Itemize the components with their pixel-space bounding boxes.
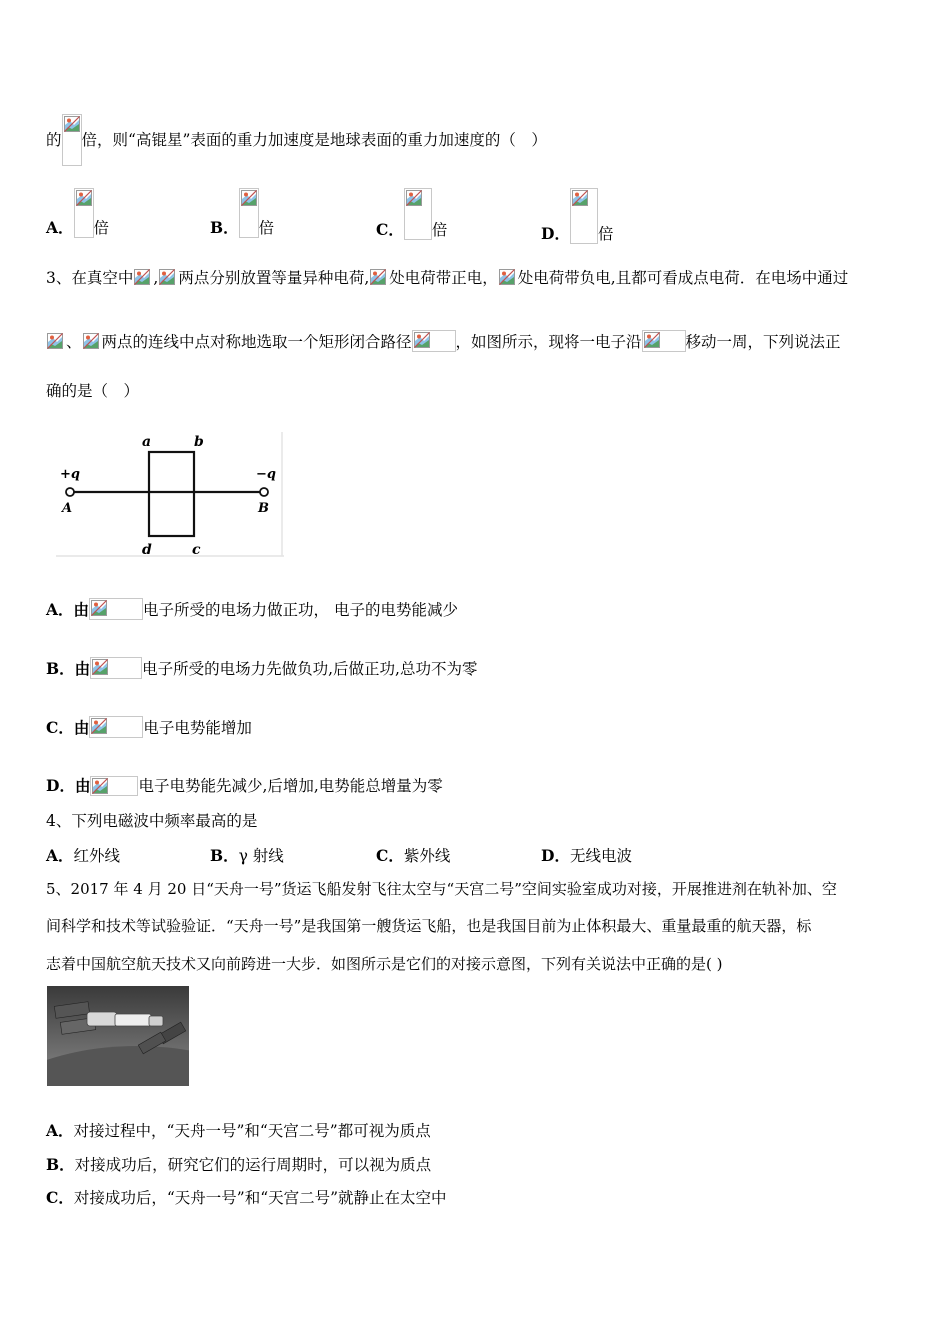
q3-option-d[interactable]: [46, 776, 443, 796]
option-label: B．: [210, 218, 239, 237]
option-text: 红外线: [73, 847, 121, 865]
q3-text: 、: [66, 333, 82, 351]
option-label: A．: [46, 1121, 74, 1140]
option-label: A．: [46, 218, 74, 237]
option-label: D．: [541, 224, 570, 243]
q3-text: 处电荷带正电，: [389, 269, 498, 287]
rectangle-path: [149, 452, 194, 536]
option-label: C．: [376, 846, 404, 865]
charge-B-point: [260, 488, 268, 496]
symbol-B-image-icon: [498, 268, 518, 288]
option-label: B．: [46, 1155, 75, 1174]
label-negative-charge: −q: [256, 467, 276, 482]
q2-option-b[interactable]: [210, 188, 274, 238]
symbol-A-image-icon: [46, 332, 66, 352]
formula-image-icon: [74, 188, 94, 238]
q5-option-b[interactable]: [46, 1155, 431, 1175]
path-image-icon: [90, 776, 138, 796]
path-image-icon: [90, 657, 142, 679]
q5-docking-photo: [47, 986, 189, 1086]
q2-option-c[interactable]: [376, 188, 447, 240]
option-text: 紫外线: [403, 847, 451, 865]
q2-stem-part1: 的: [46, 131, 62, 149]
q3-text: 两点分别放置等量异种电荷,: [178, 269, 370, 287]
q3-stem-line2: [46, 330, 841, 352]
q2-options: [46, 188, 906, 243]
option-text: 对接成功后，“天舟一号”和“天宫二号”就静止在太空中: [73, 1189, 447, 1207]
option-text: 电子所受的电场力先做负功,后做正功,总功不为零: [142, 660, 478, 678]
formula-image-icon: [62, 114, 82, 166]
option-text: γ 射线: [238, 847, 284, 865]
path-abcda-image-icon: [642, 330, 686, 352]
option-text: 倍: [93, 219, 110, 237]
label-b: b: [194, 434, 204, 450]
option-text: 对接成功后，研究它们的运行周期时，可以视为质点: [74, 1156, 432, 1174]
charge-diagram: [56, 430, 284, 558]
label-d: d: [142, 542, 152, 558]
spacecraft-docking-image: [47, 986, 189, 1086]
q3-text: 3、在真空中: [46, 269, 134, 287]
label-positive-charge: +q: [60, 467, 80, 482]
option-text: 电子电势能先减少,后增加,电势能总增量为零: [138, 777, 443, 795]
charge-A-point: [66, 488, 74, 496]
q2-stem-part2: 倍，则“高锟星”表面的重力加速度是地球表面的重力加速度的（ ）: [81, 131, 547, 149]
symbol-B-image-icon: [158, 268, 178, 288]
option-text: 对接过程中，“天舟一号”和“天宫二号”都可视为质点: [73, 1122, 431, 1140]
q3-text: ,: [153, 269, 159, 287]
q3-text: 处电荷带负电,且都可看成点电荷．在电场中通过: [517, 269, 849, 287]
q3-figure: [56, 430, 284, 558]
option-label: D．由: [46, 776, 91, 795]
q4-option-a[interactable]: [46, 844, 120, 866]
q5-option-a[interactable]: [46, 1121, 431, 1141]
q3-text: ，如图所示，现将一电子沿: [455, 333, 642, 351]
option-label: C．: [376, 220, 404, 239]
option-label: B．: [210, 846, 239, 865]
option-text: 电子所受的电场力做正功， 电子的电势能减少: [143, 601, 458, 619]
path-image-icon: [89, 598, 143, 620]
option-label: C．由: [46, 718, 90, 737]
symbol-A-image-icon: [133, 268, 153, 288]
q3-text: 移动一周，下列说法正: [685, 333, 841, 351]
option-label: A．由: [46, 600, 90, 619]
option-text: 电子电势能增加: [143, 719, 252, 737]
q5-option-c[interactable]: [46, 1188, 447, 1208]
label-A: A: [62, 501, 73, 516]
q4-option-b[interactable]: [210, 844, 284, 866]
option-text: 无线电波: [569, 847, 632, 865]
symbol-A-image-icon: [369, 268, 389, 288]
q5-stem-line1: 5、2017 年 4 月 20 日“天舟一号”货运飞船发射飞往太空与“天宫二号”空间实验室成功对接，开展推进剂在轨补加、空: [46, 880, 837, 898]
q2-stem: [46, 98, 547, 150]
q4-option-c[interactable]: [376, 844, 450, 866]
q3-option-b[interactable]: [46, 657, 477, 679]
option-text: 倍: [597, 225, 614, 243]
option-text: 倍: [258, 219, 275, 237]
q3-stem-line1: [46, 268, 848, 288]
q3-stem-line3: 确的是（ ）: [46, 382, 140, 400]
label-a: a: [142, 434, 152, 450]
q2-option-d[interactable]: [541, 188, 613, 244]
path-image-icon: [89, 716, 143, 738]
formula-image-icon: [239, 188, 259, 238]
q5-stem-line2: 间科学和技术等试验验证．“天舟一号”是我国第一艘货运飞船，也是我国目前为止体积最大、重量最重的航天器，标: [46, 917, 812, 935]
q4-option-d[interactable]: [541, 844, 632, 866]
q4-options: [46, 844, 906, 868]
option-label: C．: [46, 1188, 74, 1207]
path-abcda-image-icon: [412, 330, 456, 352]
q3-text: 两点的连线中点对称地选取一个矩形闭合路径: [101, 333, 412, 351]
q3-option-c[interactable]: [46, 716, 252, 738]
symbol-B-image-icon: [82, 332, 102, 352]
q4-stem: 4、下列电磁波中频率最高的是: [46, 812, 258, 830]
label-B: B: [258, 501, 269, 516]
option-text: 倍: [431, 221, 448, 239]
formula-image-icon: [404, 188, 432, 240]
option-label: D．: [541, 846, 570, 865]
label-c: c: [192, 542, 201, 558]
option-label: B．由: [46, 659, 91, 678]
q2-option-a[interactable]: [46, 188, 109, 238]
option-label: A．: [46, 846, 74, 865]
q3-option-a[interactable]: [46, 598, 458, 620]
formula-image-icon: [570, 188, 598, 244]
q5-stem-line3: 志着中国航空航天技术又向前跨进一大步．如图所示是它们的对接示意图，下列有关说法中正确的是( ): [46, 955, 723, 973]
